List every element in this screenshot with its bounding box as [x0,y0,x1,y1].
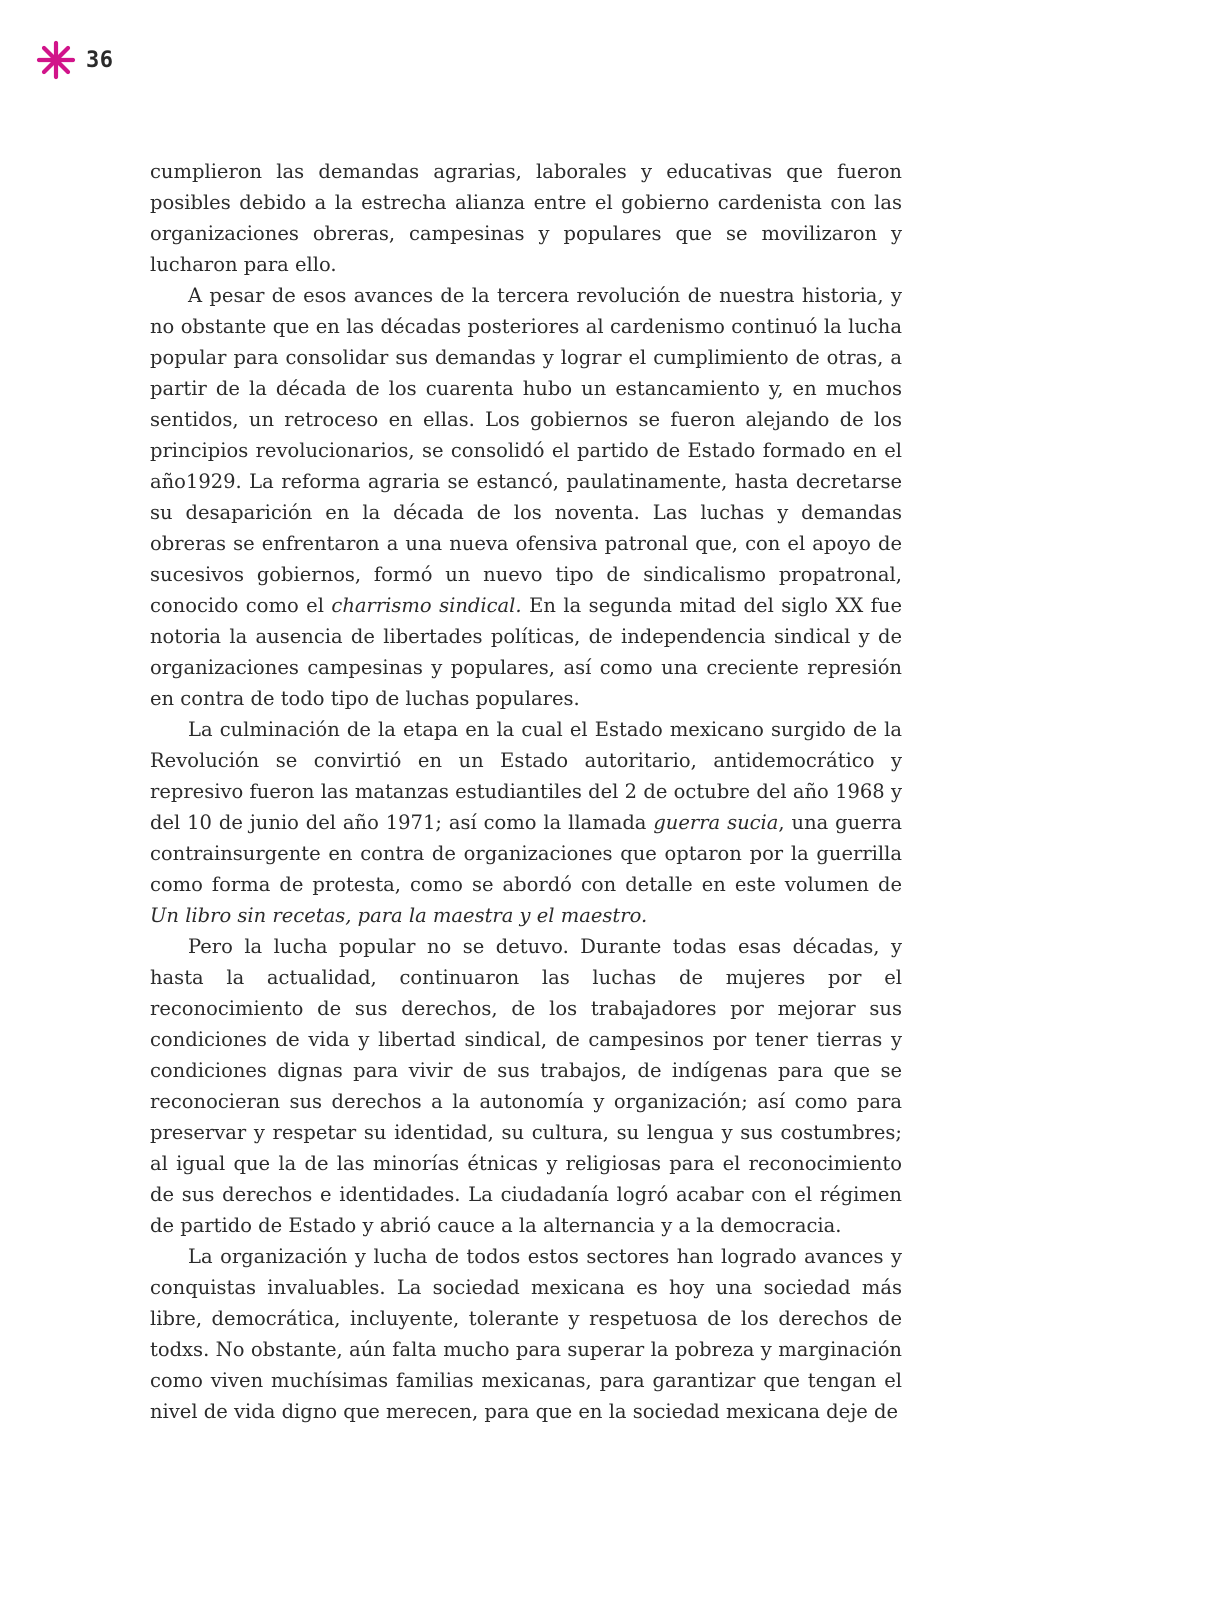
text-run: La organización y lucha de todos estos sectores han logrado avances y conquistas invaluables. La sociedad mexicana es hoy una sociedad más libre, democrática, incluyente, tolerante y respetuosa de los derechos de todxs. No obstante, aún falta mucho para superar la pobreza y marginación como viven muchísimas familias mexicanas, para garantizar que tengan el nivel de vida digno que merecen, para que en la sociedad mexicana deje de [150,1245,902,1423]
text-run: A pesar de esos avances de la tercera revolución de nuestra historia, y no obstante que en las décadas posteriores al cardenismo continuó la lucha popular para consolidar sus demandas y lograr el cumplimiento de otras, a partir de la década de los cuarenta hubo un estancamiento y, en muchos sentidos, un retroceso en ellas. Los gobiernos se fueron alejando de los principios revolucionarios, se consolidó el partido de Estado formado en el año1929. La reforma agraria se estancó, paulatinamente, hasta decretarse su desaparición en la década de los noventa. Las luchas y demandas obreras se enfrentaron a una nueva ofensiva patronal que, con el apoyo de sucesivos gobiernos, formó un nuevo tipo de sindicalismo propatronal, conocido como el [150,284,902,617]
paragraph [150,714,902,931]
asterisk-icon [36,40,76,80]
text-run: cumplieron las demandas agrarias, laborales y educativas que fueron posibles debido a la estrecha alianza entre el gobierno cardenista con las organizaciones obreras, campesinas y populares que se movilizaron y lucharon para ello. [150,160,902,276]
paragraph [150,280,902,714]
paragraph [150,156,902,280]
paragraph [150,1241,902,1427]
text-run: La culminación de la etapa en la cual el Estado mexicano surgido de la Revolución se convirtió en un Estado autoritario, antidemocrático y represivo fueron las matanzas estudiantiles del 2 de octubre del año 1968 y del 10 de junio del año 1971; así como la llamada [150,718,902,834]
italic-text: Un libro sin recetas, para la maestra y el maestro. [150,904,648,927]
body-text [150,156,902,1427]
italic-text: guerra sucia [653,811,779,834]
page-header [36,40,114,80]
text-run: Pero la lucha popular no se detuvo. Durante todas esas décadas, y hasta la actualidad, continuaron las luchas de mujeres por el reconocimiento de sus derechos, de los trabajadores por mejorar sus condiciones de vida y libertad sindical, de campesinos por tener tierras y condiciones dignas para vivir de sus trabajos, de indígenas para que se reconocieran sus derechos a la autonomía y organización; así como para preservar y respetar su identidad, su cultura, su lengua y sus costumbres; al igual que la de las minorías étnicas y religiosas para el reconocimiento de sus derechos e identidades. La ciudadanía logró acabar con el régimen de partido de Estado y abrió cauce a la alternancia y a la democracia. [150,935,902,1237]
italic-text: charrismo sindical. [331,594,522,617]
page-number: 36 [86,47,114,73]
paragraph [150,931,902,1241]
text-run: En la segunda mitad del siglo XX fue notoria la ausencia de libertades políticas, de independencia sindical y de organizaciones campesinas y populares, así como una creciente represión en contra de todo tipo de luchas populares. [150,594,902,710]
text-run: , una guerra contrainsurgente en contra de organizaciones que optaron por la guerrilla como forma de protesta, como se abordó con detalle en este volumen de [150,811,902,896]
